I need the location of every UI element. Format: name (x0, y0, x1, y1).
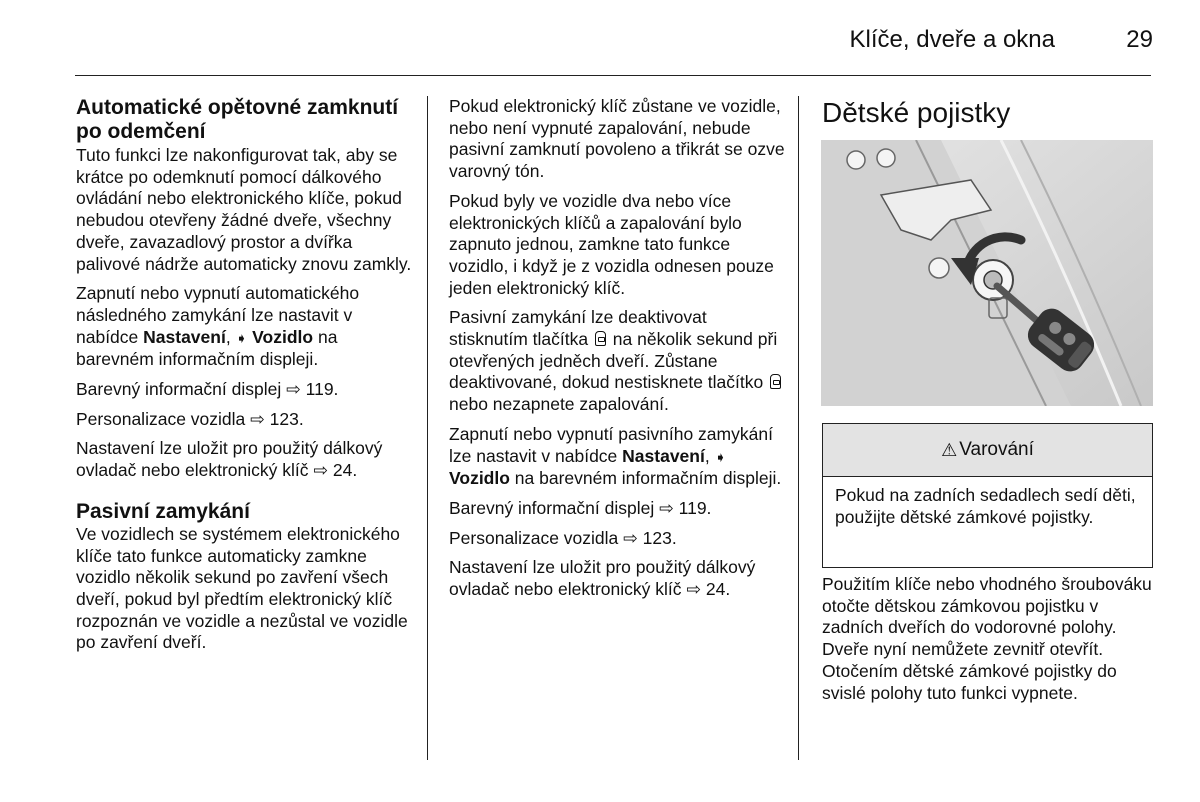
cross-reference: Barevný informační displej ⇨ 119. (449, 497, 712, 518)
lock-button-icon (595, 331, 606, 346)
menu-item-nastaveni: Nastavení (143, 326, 226, 347)
warning-triangle-icon: ⚠ (941, 439, 958, 460)
running-header-title: Klíče, dveře a okna (849, 26, 1055, 53)
column-3 (822, 96, 1154, 140)
lock-button-icon (770, 374, 781, 389)
column-2 (449, 96, 789, 609)
column-divider-1 (427, 96, 428, 760)
paragraph: Nastavení lze uložit pro použitý dálkový ovladač nebo elektronický klíč ⇨ 24. (76, 438, 383, 481)
child-lock-instructions (822, 574, 1154, 712)
menu-item-nastaveni: Nastavení (622, 445, 705, 466)
child-lock-illustration (821, 140, 1153, 406)
menu-item-vozidlo: Vozidlo (252, 326, 314, 347)
paragraph: Nastavení lze uložit pro použitý dálkový ovladač nebo elektronický klíč ⇨ 24. (449, 557, 756, 600)
warning-header (823, 424, 1152, 477)
paragraph: Zapnutí nebo vypnutí pasivního zamykání lze nastavit v nabídce Nastavení, ➧ Vozidlo na barevném informačním displeji. (449, 423, 782, 489)
page-number: 29 (1126, 26, 1153, 53)
reference-arrow-icon: ⇨ (286, 379, 301, 400)
paragraph: Zapnutí nebo vypnutí automatického následného zamykání lze nastavit v nabídce Nastavení, ➧ Vozidlo na barevném informačním displeji. (76, 283, 360, 370)
arrow-icon: ➧ (714, 448, 727, 465)
arrow-icon: ➧ (235, 329, 248, 346)
menu-item-vozidlo: Vozidlo (449, 468, 510, 489)
warning-box (822, 423, 1153, 568)
warning-text: Pokud na zadních sedadlech sedí děti, použijte dětské zámkové pojistky. (835, 485, 1136, 527)
paragraph: Použitím klíče nebo vhodného šroubováku otočte dětskou zámkovou pojistku v zadních dveřích do vodorovné polohy. Dveře nyní nemůžete zevnitř otevřít. Otočením dětské zámkové pojistky do svislé polohy tuto funkci vypnete. (822, 574, 1152, 703)
paragraph: Tuto funkci lze nakonfigurovat tak, aby se krátce po odemknutí pomocí dálkového ovládání nebo elektronického klíče, pokud nebudou otevřeny žádné dveře, všechny dveře, zavazadlový prostor a dvířka palivové nádrže automaticky znovu zamkly. (76, 145, 412, 274)
cross-reference: Personalizace vozidla ⇨ 123. (76, 408, 304, 429)
column-1 (76, 96, 414, 662)
column-divider-2 (798, 96, 799, 760)
cross-reference: Barevný informační displej ⇨ 119. (76, 379, 339, 400)
reference-arrow-icon: ⇨ (686, 579, 702, 600)
cross-reference: Personalizace vozidla ⇨ 123. (449, 527, 677, 548)
section-heading-child-locks: Dětské pojistky (822, 97, 1011, 128)
paragraph: Ve vozidlech se systémem elektronického klíče tato funkce automaticky zamkne vozidlo několik sekund po zavření všech dveří, pokud byl předtím elektronický klíč rozpoznán ve vozidle a nezůstal ve vozidle po zavření dveří. (76, 523, 408, 653)
header-divider (75, 75, 1151, 76)
paragraph: Pasivní zamykání lze deaktivovat stisknutím tlačítka na několik sekund při otevřených jedněch dveří. Zůstane deaktivované, dokud nestisknete tlačítko nebo nezapnete zapalování. (449, 307, 789, 416)
reference-arrow-icon: ⇨ (623, 527, 638, 548)
paragraph: Pokud elektronický klíč zůstane ve vozidle, nebo není vypnuté zapalování, nebude pasivní zamknutí povoleno a třikrát se ozve varovný tón. (449, 96, 785, 182)
reference-arrow-icon: ⇨ (250, 408, 265, 429)
warning-title: Varování (959, 439, 1034, 460)
reference-arrow-icon: ⇨ (659, 497, 674, 518)
reference-arrow-icon: ⇨ (313, 460, 329, 481)
section-heading-auto-relock: Automatické opětovné zamknutí po odemčení (76, 96, 399, 143)
section-heading-passive-locking: Pasivní zamykání (76, 499, 250, 523)
paragraph: Pokud byly ve vozidle dva nebo více elektronických klíčů a zapalování bylo zapnuto jednou, zamkne tato funkce vozidlo, i když je z vozidla odnesen pouze jeden elektronický klíč. (449, 190, 774, 298)
